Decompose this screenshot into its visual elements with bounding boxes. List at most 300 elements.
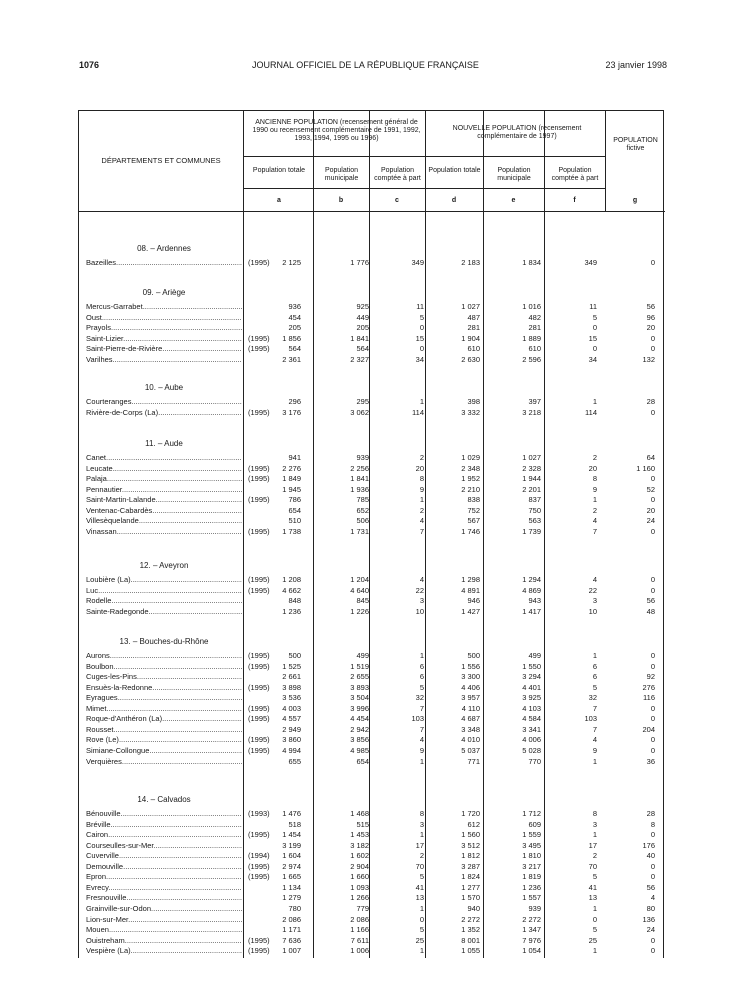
new-pop-comptee: 1 — [592, 397, 597, 406]
pop-fictive: 0 — [650, 333, 655, 343]
column-letter: b — [338, 197, 344, 204]
commune-name: Demouville ..... — [86, 862, 242, 872]
old-pop-municipale: 654 — [356, 756, 369, 766]
pop-fictive: 36 — [646, 756, 655, 766]
pop-municipale-header: Population municipale — [324, 167, 359, 182]
pop-fictive: 0 — [650, 474, 655, 484]
old-pop-comptee: 4 — [419, 735, 424, 745]
new-pop-municipale: 5 028 — [522, 745, 541, 755]
new-pop-municipale: 4 006 — [522, 735, 541, 745]
new-pop-municipale: 1 027 — [522, 453, 541, 462]
table-row — [79, 651, 665, 661]
old-pop-municipale: 1 006 — [350, 946, 369, 956]
table-row — [79, 323, 665, 333]
pop-fictive: 0 — [650, 258, 655, 267]
new-pop-municipale: 3 495 — [522, 840, 541, 850]
new-pop-comptee: 4 — [592, 516, 597, 526]
new-pop-comptee: 5 — [592, 682, 597, 692]
old-pop-comptee: 7 — [419, 724, 424, 734]
new-pop-totale: 1 560 — [461, 830, 480, 840]
new-pop-totale: 610 — [467, 344, 480, 354]
pop-fictive: 132 — [642, 354, 655, 364]
table-row — [79, 693, 665, 703]
new-pop-comptee: 1 — [592, 946, 597, 956]
commune-name: Roque-d'Anthéron (La) ..... — [86, 714, 242, 724]
old-pop-municipale: 1 660 — [350, 872, 369, 882]
old-pop-comptee: 1 — [419, 651, 424, 660]
census-year: (1995) — [248, 344, 270, 354]
commune-name: Mimet ..... — [86, 704, 242, 714]
new-pop-totale: 838 — [467, 495, 480, 505]
commune-name: Grainville-sur-Odon ..... — [86, 904, 242, 914]
old-pop-municipale: 1 519 — [350, 661, 369, 671]
new-pop-municipale: 2 272 — [522, 914, 541, 924]
new-pop-totale: 946 — [467, 596, 480, 606]
old-pop-municipale: 3 893 — [350, 682, 369, 692]
old-pop-municipale: 449 — [356, 312, 369, 322]
commune-name: Vinassan ..... — [86, 527, 242, 537]
table-row — [79, 258, 665, 268]
new-pop-comptee: 7 — [592, 724, 597, 734]
commune-name: Aurons ..... — [86, 651, 242, 661]
column-letter: e — [511, 197, 516, 204]
new-pop-comptee: 349 — [584, 258, 597, 267]
department-title: 14. – Calvados — [137, 795, 191, 804]
old-pop-totale: 510 — [288, 516, 301, 526]
col-divider — [605, 111, 606, 211]
old-pop-totale: 941 — [288, 453, 301, 462]
commune-name: Rove (Le) ..... — [86, 735, 242, 745]
old-pop-comptee: 0 — [419, 914, 424, 924]
new-pop-comptee: 2 — [592, 453, 597, 462]
new-pop-comptee: 3 — [592, 596, 597, 606]
new-pop-totale: 1 746 — [461, 526, 480, 536]
pop-fictive: 176 — [642, 840, 655, 850]
old-pop-totale: 296 — [288, 397, 301, 406]
old-pop-municipale: 4 985 — [350, 745, 369, 755]
new-pop-totale: 567 — [467, 516, 480, 526]
old-pop-municipale: 785 — [356, 495, 369, 505]
pop-comptee-header: Population comptée à part — [551, 167, 599, 182]
commune-name: Rivière-de-Corps (La) ..... — [86, 408, 242, 418]
new-pop-municipale: 1 417 — [522, 606, 541, 616]
pop-municipale-header: Population municipale — [497, 167, 531, 182]
new-pop-totale: 5 037 — [461, 745, 480, 755]
new-pop-comptee: 1 — [592, 903, 597, 913]
new-pop-comptee: 3 — [592, 819, 597, 829]
census-year: (1995) — [248, 474, 270, 484]
table-row — [79, 302, 665, 312]
new-pop-totale: 3 348 — [461, 724, 480, 734]
old-pop-municipale: 295 — [356, 397, 369, 406]
new-pop-totale: 1 055 — [461, 946, 480, 956]
old-pop-comptee: 349 — [411, 258, 424, 267]
old-pop-comptee: 41 — [415, 882, 424, 892]
old-pop-municipale: 2 655 — [350, 672, 369, 682]
commune-name: Bréville ..... — [86, 820, 242, 830]
pop-fictive: 64 — [646, 453, 655, 462]
old-pop-comptee: 10 — [415, 606, 424, 616]
commune-name: Verquières ..... — [86, 757, 242, 767]
new-pop-municipale: 4 584 — [522, 714, 541, 724]
old-pop-comptee: 25 — [415, 935, 424, 945]
old-pop-totale: 3 176 — [282, 407, 301, 417]
pop-fictive: 0 — [650, 407, 655, 417]
new-pop-comptee: 0 — [592, 323, 597, 333]
old-pop-totale: 3 536 — [282, 693, 301, 703]
old-pop-comptee: 8 — [419, 809, 424, 818]
pop-fictive: 0 — [650, 861, 655, 871]
commune-name: Boulbon ..... — [86, 662, 242, 672]
new-pop-municipale: 3 341 — [522, 724, 541, 734]
table-row — [79, 851, 665, 861]
new-pop-municipale: 1 016 — [522, 302, 541, 311]
header-rule — [243, 188, 605, 189]
census-year: (1994) — [248, 851, 270, 861]
new-pop-municipale: 397 — [528, 397, 541, 406]
pop-fictive: 0 — [650, 703, 655, 713]
old-pop-comptee: 34 — [415, 354, 424, 364]
pop-fictive: 136 — [642, 914, 655, 924]
commune-name: Mouen ..... — [86, 925, 242, 935]
commune-name: Vespière (La) ..... — [86, 946, 242, 956]
commune-name: Oust ..... — [86, 313, 242, 323]
table-row — [79, 872, 665, 882]
table-row — [79, 516, 665, 526]
pop-fictive: 40 — [646, 851, 655, 861]
table-row — [79, 904, 665, 914]
new-pop-municipale: 1 347 — [522, 925, 541, 935]
census-year: (1995) — [248, 333, 270, 343]
old-pop-totale: 518 — [288, 819, 301, 829]
new-pop-municipale: 610 — [528, 344, 541, 354]
new-pop-comptee: 6 — [592, 661, 597, 671]
old-pop-totale: 1 856 — [282, 333, 301, 343]
census-year: (1995) — [248, 946, 270, 956]
new-pop-comptee: 1 — [592, 830, 597, 840]
new-pop-municipale: 3 925 — [522, 693, 541, 703]
new-pop-totale: 2 272 — [461, 914, 480, 924]
commune-name: Luc ..... — [86, 586, 242, 596]
old-pop-municipale: 2 942 — [350, 724, 369, 734]
table-row — [79, 841, 665, 851]
old-pop-comptee: 7 — [419, 703, 424, 713]
table-row — [79, 596, 665, 606]
new-pop-municipale: 943 — [528, 596, 541, 606]
table-row — [79, 355, 665, 365]
new-pop-totale: 612 — [467, 819, 480, 829]
old-pop-comptee: 5 — [419, 312, 424, 322]
census-year: (1995) — [248, 575, 270, 584]
census-year: (1995) — [248, 714, 270, 724]
journal-title: JOURNAL OFFICIEL DE LA RÉPUBLIQUE FRANÇAISE — [252, 60, 479, 70]
new-pop-comptee: 17 — [588, 840, 597, 850]
old-pop-comptee: 0 — [419, 323, 424, 333]
pop-fictive: 0 — [650, 495, 655, 505]
census-year: (1995) — [248, 935, 270, 945]
new-pop-comptee: 8 — [592, 809, 597, 818]
new-pop-totale: 1 570 — [461, 893, 480, 903]
table-row — [79, 464, 665, 474]
new-pop-comptee: 1 — [592, 651, 597, 660]
old-pop-comptee: 1 — [419, 397, 424, 406]
commune-name: Loubière (La) ..... — [86, 575, 242, 585]
nouvelle-population-header: NOUVELLE POPULATION (recensement complémentaire de 1997) — [452, 125, 582, 140]
census-year: (1995) — [248, 830, 270, 840]
old-pop-totale: 4 557 — [282, 714, 301, 724]
new-pop-totale: 4 110 — [461, 703, 480, 713]
pop-fictive: 24 — [646, 925, 655, 935]
new-pop-municipale: 2 328 — [522, 463, 541, 473]
pop-fictive: 56 — [646, 302, 655, 311]
table-row — [79, 714, 665, 724]
new-pop-totale: 4 010 — [461, 735, 480, 745]
pop-fictive: 0 — [650, 745, 655, 755]
new-pop-municipale: 1 236 — [522, 882, 541, 892]
table-row — [79, 820, 665, 830]
population-fictive-header: POPULATION fictive — [613, 137, 658, 152]
new-pop-municipale: 1 712 — [522, 809, 541, 818]
new-pop-comptee: 4 — [592, 735, 597, 745]
new-pop-totale: 3 332 — [461, 407, 480, 417]
old-pop-totale: 1 665 — [282, 872, 301, 882]
old-pop-comptee: 103 — [411, 714, 424, 724]
old-pop-municipale: 1 266 — [350, 893, 369, 903]
pop-fictive: 28 — [646, 397, 655, 406]
new-pop-totale: 752 — [467, 505, 480, 515]
table-row — [79, 453, 665, 463]
commune-name: Sainte-Radegonde ..... — [86, 607, 242, 617]
new-pop-comptee: 0 — [592, 914, 597, 924]
old-pop-comptee: 32 — [415, 693, 424, 703]
new-pop-municipale: 281 — [528, 323, 541, 333]
pop-fictive: 48 — [646, 606, 655, 616]
pop-fictive: 0 — [650, 585, 655, 595]
new-pop-comptee: 41 — [588, 882, 597, 892]
new-pop-comptee: 6 — [592, 672, 597, 682]
new-pop-comptee: 25 — [588, 935, 597, 945]
old-pop-totale: 1 171 — [282, 925, 301, 935]
old-pop-comptee: 9 — [419, 484, 424, 494]
new-pop-totale: 281 — [467, 323, 480, 333]
commune-name: Saint-Lizier ..... — [86, 334, 242, 344]
old-pop-totale: 3 898 — [282, 682, 301, 692]
pop-fictive: 0 — [650, 344, 655, 354]
old-pop-comptee: 3 — [419, 819, 424, 829]
pop-fictive: 52 — [646, 484, 655, 494]
old-pop-totale: 4 003 — [282, 703, 301, 713]
commune-name: Bazeilles ..... — [86, 258, 242, 268]
old-pop-municipale: 1 093 — [350, 882, 369, 892]
old-pop-municipale: 925 — [356, 302, 369, 311]
new-pop-totale: 1 027 — [461, 302, 480, 311]
old-pop-totale: 1 604 — [282, 851, 301, 861]
old-pop-municipale: 1 776 — [350, 258, 369, 267]
pop-fictive: 20 — [646, 323, 655, 333]
new-pop-comptee: 5 — [592, 872, 597, 882]
old-pop-totale: 936 — [288, 302, 301, 311]
new-pop-totale: 3 957 — [461, 693, 480, 703]
table-row — [79, 575, 665, 585]
new-pop-municipale: 4 103 — [522, 703, 541, 713]
old-pop-comptee: 5 — [419, 682, 424, 692]
commune-name: Ventenac-Cabardès ..... — [86, 506, 242, 516]
commune-name: Lion-sur-Mer ..... — [86, 915, 242, 925]
commune-name: Ouistreham ..... — [86, 936, 242, 946]
commune-name: Rousset ..... — [86, 725, 242, 735]
new-pop-municipale: 1 819 — [522, 872, 541, 882]
table-row — [79, 809, 665, 819]
pop-fictive: 0 — [650, 714, 655, 724]
new-pop-municipale: 1 739 — [522, 526, 541, 536]
new-pop-municipale: 770 — [528, 756, 541, 766]
new-pop-comptee: 7 — [592, 526, 597, 536]
new-pop-comptee: 7 — [592, 703, 597, 713]
new-pop-comptee: 70 — [588, 861, 597, 871]
old-pop-comptee: 4 — [419, 575, 424, 584]
old-pop-comptee: 1 — [419, 903, 424, 913]
old-pop-totale: 4 662 — [282, 585, 301, 595]
old-pop-comptee: 20 — [415, 463, 424, 473]
new-pop-comptee: 2 — [592, 505, 597, 515]
population-table — [78, 110, 664, 958]
new-pop-totale: 1 427 — [461, 606, 480, 616]
new-pop-municipale: 750 — [528, 505, 541, 515]
new-pop-municipale: 3 217 — [522, 861, 541, 871]
table-row — [79, 607, 665, 617]
new-pop-comptee: 34 — [588, 354, 597, 364]
new-pop-municipale: 7 976 — [522, 935, 541, 945]
new-pop-municipale: 482 — [528, 312, 541, 322]
new-pop-municipale: 3 294 — [522, 672, 541, 682]
old-pop-totale: 1 849 — [282, 474, 301, 484]
pop-fictive: 92 — [646, 672, 655, 682]
table-row — [79, 862, 665, 872]
new-pop-totale: 1 720 — [461, 809, 480, 818]
old-pop-comptee: 15 — [415, 333, 424, 343]
old-pop-municipale: 1 453 — [350, 830, 369, 840]
commune-name: Cuverville ..... — [86, 851, 242, 861]
commune-name: Villesèquelande ..... — [86, 516, 242, 526]
old-pop-comptee: 17 — [415, 840, 424, 850]
new-pop-totale: 4 891 — [461, 585, 480, 595]
new-pop-totale: 1 029 — [461, 453, 480, 462]
old-pop-municipale: 2 256 — [350, 463, 369, 473]
old-pop-totale: 1 208 — [282, 575, 301, 584]
old-pop-comptee: 1 — [419, 495, 424, 505]
old-pop-municipale: 4 640 — [350, 585, 369, 595]
old-pop-comptee: 1 — [419, 946, 424, 956]
old-pop-municipale: 939 — [356, 453, 369, 462]
old-pop-municipale: 1 204 — [350, 575, 369, 584]
old-pop-totale: 1 945 — [282, 484, 301, 494]
column-letter: g — [632, 197, 638, 204]
new-pop-totale: 771 — [467, 756, 480, 766]
commune-name: Mercus-Garrabet ..... — [86, 302, 242, 312]
new-pop-comptee: 13 — [588, 893, 597, 903]
table-row — [79, 313, 665, 323]
pop-fictive: 20 — [646, 505, 655, 515]
census-year: (1995) — [248, 463, 270, 473]
new-pop-comptee: 0 — [592, 344, 597, 354]
old-pop-municipale: 3 062 — [350, 407, 369, 417]
new-pop-municipale: 939 — [528, 903, 541, 913]
new-pop-municipale: 609 — [528, 819, 541, 829]
pop-fictive: 276 — [642, 682, 655, 692]
old-pop-municipale: 1 602 — [350, 851, 369, 861]
pop-fictive: 0 — [650, 830, 655, 840]
old-pop-totale: 7 636 — [282, 935, 301, 945]
department-title: 13. – Bouches-du-Rhône — [119, 637, 209, 646]
new-pop-comptee: 5 — [592, 312, 597, 322]
commune-name: Bénouville ..... — [86, 809, 242, 819]
pop-totale-header: Population totale — [428, 167, 481, 174]
new-pop-comptee: 1 — [592, 495, 597, 505]
table-row — [79, 735, 665, 745]
census-year: (1995) — [248, 861, 270, 871]
table-row — [79, 946, 665, 956]
old-pop-comptee: 9 — [419, 745, 424, 755]
old-pop-totale: 1 236 — [282, 606, 301, 616]
pop-fictive: 0 — [650, 872, 655, 882]
table-row — [79, 485, 665, 495]
table-row — [79, 757, 665, 767]
old-pop-comptee: 2 — [419, 453, 424, 462]
table-row — [79, 725, 665, 735]
old-pop-totale: 3 199 — [282, 840, 301, 850]
old-pop-municipale: 3 182 — [350, 840, 369, 850]
new-pop-municipale: 3 218 — [522, 407, 541, 417]
table-row — [79, 474, 665, 484]
table-row — [79, 527, 665, 537]
pop-fictive: 24 — [646, 516, 655, 526]
census-year: (1995) — [248, 661, 270, 671]
column-letter: c — [395, 197, 399, 204]
issue-date: 23 janvier 1998 — [605, 60, 667, 70]
pop-fictive: 0 — [650, 946, 655, 956]
commune-name: Pennautier ..... — [86, 485, 242, 495]
old-pop-totale: 1 134 — [282, 882, 301, 892]
new-pop-totale: 398 — [467, 397, 480, 406]
new-pop-municipale: 563 — [528, 516, 541, 526]
new-pop-comptee: 20 — [588, 463, 597, 473]
department-title: 10. – Aube — [144, 383, 184, 392]
new-pop-municipale: 2 596 — [522, 354, 541, 364]
new-pop-totale: 1 952 — [461, 474, 480, 484]
table-row — [79, 397, 665, 407]
old-pop-totale: 655 — [288, 756, 301, 766]
commune-name: Courteranges ..... — [86, 397, 242, 407]
department-title: 11. – Aude — [145, 439, 183, 448]
new-pop-municipale: 1 557 — [522, 893, 541, 903]
old-pop-totale: 1 476 — [282, 809, 301, 818]
old-pop-comptee: 6 — [419, 661, 424, 671]
old-pop-totale: 2 276 — [282, 463, 301, 473]
old-pop-totale: 500 — [288, 651, 301, 660]
old-pop-municipale: 1 226 — [350, 606, 369, 616]
pop-fictive: 56 — [646, 596, 655, 606]
new-pop-municipale: 1 810 — [522, 851, 541, 861]
commune-name: Cuges-les-Pins ..... — [86, 672, 242, 682]
new-pop-comptee: 32 — [588, 693, 597, 703]
table-row — [79, 883, 665, 893]
table-row — [79, 334, 665, 344]
new-pop-totale: 2 210 — [461, 484, 480, 494]
new-pop-municipale: 1 559 — [522, 830, 541, 840]
commune-name: Saint-Pierre-de-Rivière ..... — [86, 344, 242, 354]
census-year: (1995) — [248, 735, 270, 745]
old-pop-municipale: 7 611 — [350, 935, 369, 945]
